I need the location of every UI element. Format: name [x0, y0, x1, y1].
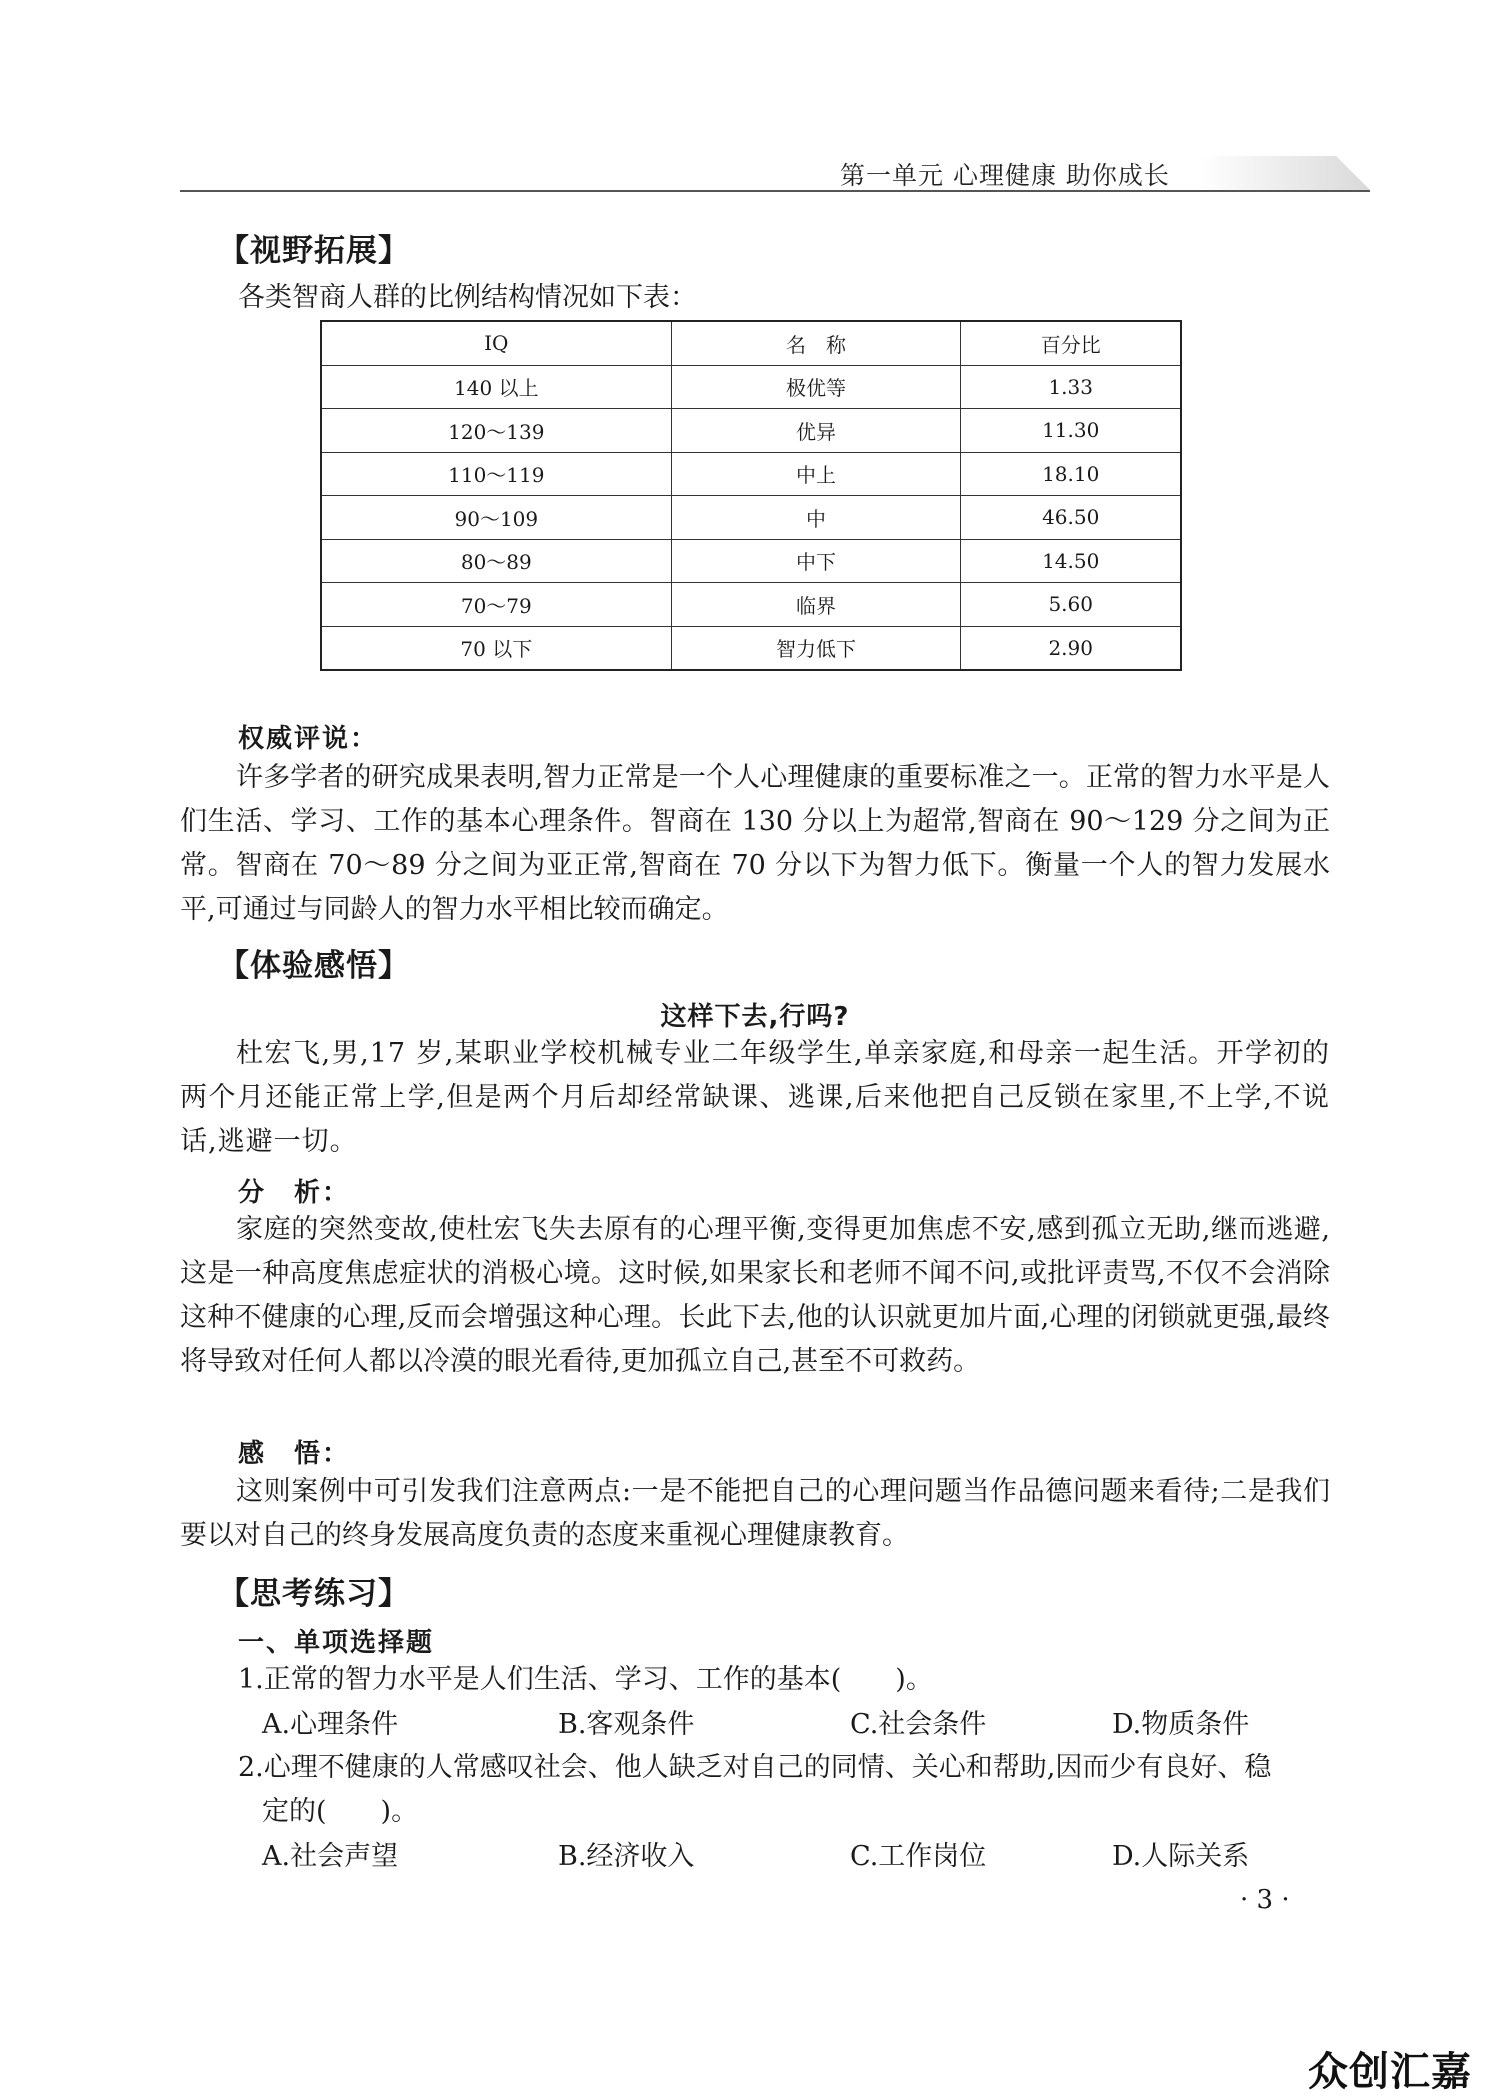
story-paragraph: 杜宏飞,男,17 岁,某职业学校机械专业二年级学生,单亲家庭,和母亲一起生活。开学初的两个月还能正常上学,但是两个月后却经常缺课、逃课,后来他把自己反锁在家里,不上学,不说话,逃避一切。: [180, 1038, 1330, 1157]
comment-paragraph: 许多学者的研究成果表明,智力正常是一个人心理健康的重要标准之一。正常的智力水平是人们生活、学习、工作的基本心理条件。智商在 130 分以上为超常,智商在 90～129 分之间为正常。智商在 70～89 分之间为亚正常,智商在 70 分以下为智力低下。衡量一个人的智力发展水平,可通过与同龄人的智力水平相比较而确定。: [180, 762, 1330, 925]
table-row: [321, 365, 1181, 409]
table-row: [321, 452, 1181, 496]
question-2-options: [262, 1834, 1322, 1878]
cell-iq: 70～79: [321, 583, 671, 627]
cell-iq: 70 以下: [321, 626, 671, 670]
section-heading-vision: 【视野拓展】: [218, 233, 410, 269]
question-1-options: [262, 1702, 1322, 1746]
table-header-row: [321, 321, 1181, 365]
cell-iq: 80～89: [321, 539, 671, 583]
option-b: B.客观条件: [558, 1709, 695, 1740]
header-decoration: [1200, 156, 1370, 190]
cell-percent: 46.50: [961, 496, 1181, 540]
cell-percent: 14.50: [961, 539, 1181, 583]
section-heading-experience: 【体验感悟】: [218, 948, 410, 984]
option-d: D.人际关系: [1112, 1841, 1250, 1872]
cell-iq: 140 以上: [321, 365, 671, 409]
analysis-paragraph: 家庭的突然变故,使杜宏飞失去原有的心理平衡,变得更加焦虑不安,感到孤立无助,继而逃避,这是一种高度焦虑症状的消极心境。这时候,如果家长和老师不闻不问,或批评责骂,不仅不会消除这种不健康的心理,反而会增强这种心理。长此下去,他的认识就更加片面,心理的闭锁就更强,最终将导致对任何人都以冷漠的眼光看待,更加孤立自己,甚至不可救药。: [180, 1214, 1330, 1377]
cell-name: 极优等: [671, 365, 961, 409]
story-title: 这样下去,行吗?: [660, 1002, 850, 1032]
insight-paragraph: 这则案例中可引发我们注意两点:一是不能把自己的心理问题当作品德问题来看待;二是我们要以对自己的终身发展高度负责的态度来重视心理健康教育。: [180, 1476, 1330, 1551]
option-a: A.社会声望: [262, 1841, 399, 1872]
running-header: 第一单元 心理健康 助你成长: [840, 161, 1170, 190]
cell-iq: 110～119: [321, 452, 671, 496]
cell-name: 中下: [671, 539, 961, 583]
cell-percent: 1.33: [961, 365, 1181, 409]
cell-name: 智力低下: [671, 626, 961, 670]
cell-percent: 5.60: [961, 583, 1181, 627]
option-d: D.物质条件: [1112, 1709, 1250, 1740]
cell-name: 中: [671, 496, 961, 540]
table-row: [321, 583, 1181, 627]
watermark: 众创汇嘉: [1308, 2049, 1472, 2095]
header-rule: [180, 190, 1370, 192]
table-row: [321, 539, 1181, 583]
cell-percent: 2.90: [961, 626, 1181, 670]
col-header-iq: IQ: [321, 321, 671, 365]
option-a: A.心理条件: [262, 1709, 399, 1740]
cell-iq: 120～139: [321, 409, 671, 453]
option-c: C.工作岗位: [850, 1841, 987, 1872]
table-intro: 各类智商人群的比例结构情况如下表：: [238, 282, 697, 313]
question-2-line2: 定的( )。: [262, 1796, 419, 1827]
cell-name: 优异: [671, 409, 961, 453]
table-row: [321, 409, 1181, 453]
comment-label: 权威评说：: [238, 724, 379, 754]
analysis-label: 分 析：: [238, 1178, 351, 1208]
cell-percent: 11.30: [961, 409, 1181, 453]
question-2-line1: 2.心理不健康的人常感叹社会、他人缺乏对自己的同情、关心和帮助,因而少有良好、稳: [238, 1752, 1272, 1783]
question-1: 1.正常的智力水平是人们生活、学习、工作的基本( )。: [238, 1664, 933, 1695]
option-b: B.经济收入: [558, 1841, 695, 1872]
page-number: · 3 ·: [1240, 1885, 1290, 1915]
col-header-name: 名 称: [671, 321, 961, 365]
cell-name: 临界: [671, 583, 961, 627]
table-row: [321, 496, 1181, 540]
option-c: C.社会条件: [850, 1709, 987, 1740]
iq-table: [320, 320, 1182, 671]
insight-label: 感 悟：: [238, 1439, 351, 1469]
cell-name: 中上: [671, 452, 961, 496]
cell-iq: 90～109: [321, 496, 671, 540]
question-type-heading: 一、单项选择题: [238, 1628, 435, 1658]
col-header-percent: 百分比: [961, 321, 1181, 365]
section-heading-exercise: 【思考练习】: [218, 1576, 410, 1612]
cell-percent: 18.10: [961, 452, 1181, 496]
table-row: [321, 626, 1181, 670]
